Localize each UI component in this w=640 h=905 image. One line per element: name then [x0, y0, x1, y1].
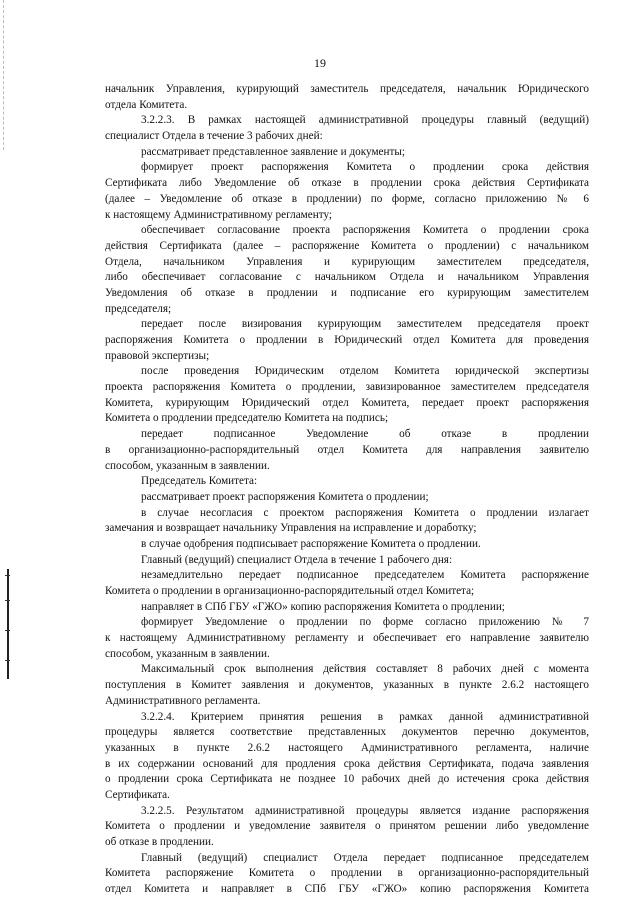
- margin-tick: [5, 660, 10, 661]
- text-line: передает подписанное Уведомление об отказе в продлении: [141, 428, 589, 441]
- text-line: отдела Комитета.: [105, 98, 188, 111]
- text-line: (далее – Уведомление об отказе в продлении) по форме, согласно приложению № 6: [105, 192, 589, 205]
- text-line: проекта распоряжения Комитета о продлении, завизированное заместителем председателя: [105, 381, 589, 394]
- text-line: рассматривает проект распоряжения Комитета о продлении;: [141, 490, 429, 503]
- text-line: Сертификата.: [105, 788, 170, 801]
- page-number: 19: [314, 56, 326, 70]
- text-line: после проведения Юридическим отделом Комитета юридической экспертизы: [141, 365, 589, 378]
- text-line: обеспечивает согласование проекта распоряжения Комитета о продлении срока: [141, 224, 589, 237]
- text-line: правовой экспертизы;: [105, 349, 210, 362]
- text-line: распоряжения Комитета о продлении в Юридический отдел Комитета для проведения: [105, 334, 589, 346]
- document-body: [105, 82, 589, 898]
- text-line: 3.2.2.4. Критерием принятия решения в рамках данной административной: [141, 710, 589, 723]
- text-line: Председатель Комитета:: [141, 475, 258, 488]
- margin-vertical-bar: [7, 569, 9, 679]
- scan-margin-artifact: [3, 0, 5, 150]
- text-line: в их содержании оснований для продления срока действия Сертификата, подача заявления: [105, 757, 589, 770]
- text-line: Комитета о продлении и уведомление заявителя о принятом решении либо уведомление: [105, 820, 589, 833]
- text-line: в организационно-распорядительный отдел Комитета для направления заявителю: [105, 443, 589, 456]
- text-line: специалист Отдела в течение 3 рабочих дней:: [105, 130, 323, 143]
- text-line: отдел Комитета и направляет в СПб ГБУ «ГЖО» копию распоряжения Комитета: [105, 883, 589, 896]
- text-line: Комитета о продлении председателю Комитета на подпись;: [105, 412, 389, 425]
- text-line: Отдела, начальником Управления и курирующим заместителем председателя,: [105, 255, 589, 268]
- text-line: председателя;: [105, 302, 172, 315]
- text-line: начальник Управления, курирующий заместитель председателя, начальник Юридического: [105, 83, 589, 95]
- text-line: Административного регламента.: [105, 694, 261, 707]
- text-line: либо обеспечивает согласование с начальником Отдела и начальником Управления: [105, 271, 589, 284]
- text-line: к настоящему Административному регламенту;: [105, 208, 332, 221]
- text-line: Максимальный срок выполнения действия составляет 8 рабочих дней с момента: [141, 663, 589, 676]
- text-line: формирует проект распоряжения Комитета о продлении срока действия: [141, 161, 589, 174]
- text-line: поступления в Комитет заявления и документов, указанных в пункте 2.6.2 настоящего: [105, 679, 589, 692]
- text-line: способом, указанным в заявлении.: [105, 459, 270, 472]
- text-line: действия Сертификата (далее – распоряжение Комитета о продлении) с начальником: [105, 239, 589, 252]
- text-line: Главный (ведущий) специалист Отдела в течение 1 рабочего дня:: [141, 553, 453, 566]
- text-line: в случае несогласия с проектом распоряжения Комитета о продлении излагает: [141, 506, 589, 519]
- text-line: об отказе в продлении.: [105, 836, 214, 848]
- margin-tick: [5, 600, 10, 601]
- text-line: Комитета о продлении в организационно-распорядительный отдел Комитета;: [105, 585, 475, 597]
- text-line: замечания и возвращает начальнику Управления на исправление и доработку;: [105, 522, 477, 535]
- text-line: рассматривает представленное заявление и документы;: [141, 145, 406, 158]
- text-line: направляет в СПб ГБУ «ГЖО» копию распоряжения Комитета о продлении;: [141, 600, 505, 613]
- text-line: Комитета, курирующим Юридический отдел Комитета, передает проект распоряжения: [105, 396, 589, 409]
- text-line: передает после визирования курирующим заместителем председателя проект: [141, 318, 589, 331]
- margin-tick: [5, 630, 10, 631]
- text-line: 3.2.2.5. Результатом административной процедуры является издание распоряжения: [141, 804, 589, 817]
- text-line: к настоящему Административному регламенту и обеспечивает его направление заявителю: [105, 632, 589, 645]
- text-line: Сертификата либо Уведомление об отказе в продлении срока действия Сертификата: [105, 177, 589, 190]
- margin-tick: [5, 575, 10, 576]
- text-line: процедуры является соответствие представленных документов перечню документов,: [105, 726, 589, 739]
- text-line: в случае одобрения подписывает распоряжение Комитета о продлении.: [141, 537, 481, 550]
- text-line: Уведомления об отказе в продлении и подписание его курирующим заместителем: [105, 286, 589, 299]
- text-line: незамедлительно передает подписанное председателем Комитета распоряжение: [141, 569, 589, 582]
- text-line: 3.2.2.3. В рамках настоящей административной процедуры главный (ведущий): [141, 114, 589, 127]
- text-line: формирует Уведомление о продлении по форме согласно приложению № 7: [141, 616, 589, 629]
- text-line: Комитета распоряжение Комитета о продлении в организационно-распорядительный: [105, 867, 589, 880]
- text-line: указанных в пункте 2.6.2 настоящего Административного регламента, наличие: [105, 741, 589, 754]
- text-line: о продлении срока Сертификата не позднее 10 рабочих дней до истечения срока действия: [105, 773, 589, 786]
- text-line: Главный (ведущий) специалист Отдела передает подписанное председателем: [141, 851, 589, 864]
- text-line: способом, указанным в заявлении.: [105, 647, 270, 660]
